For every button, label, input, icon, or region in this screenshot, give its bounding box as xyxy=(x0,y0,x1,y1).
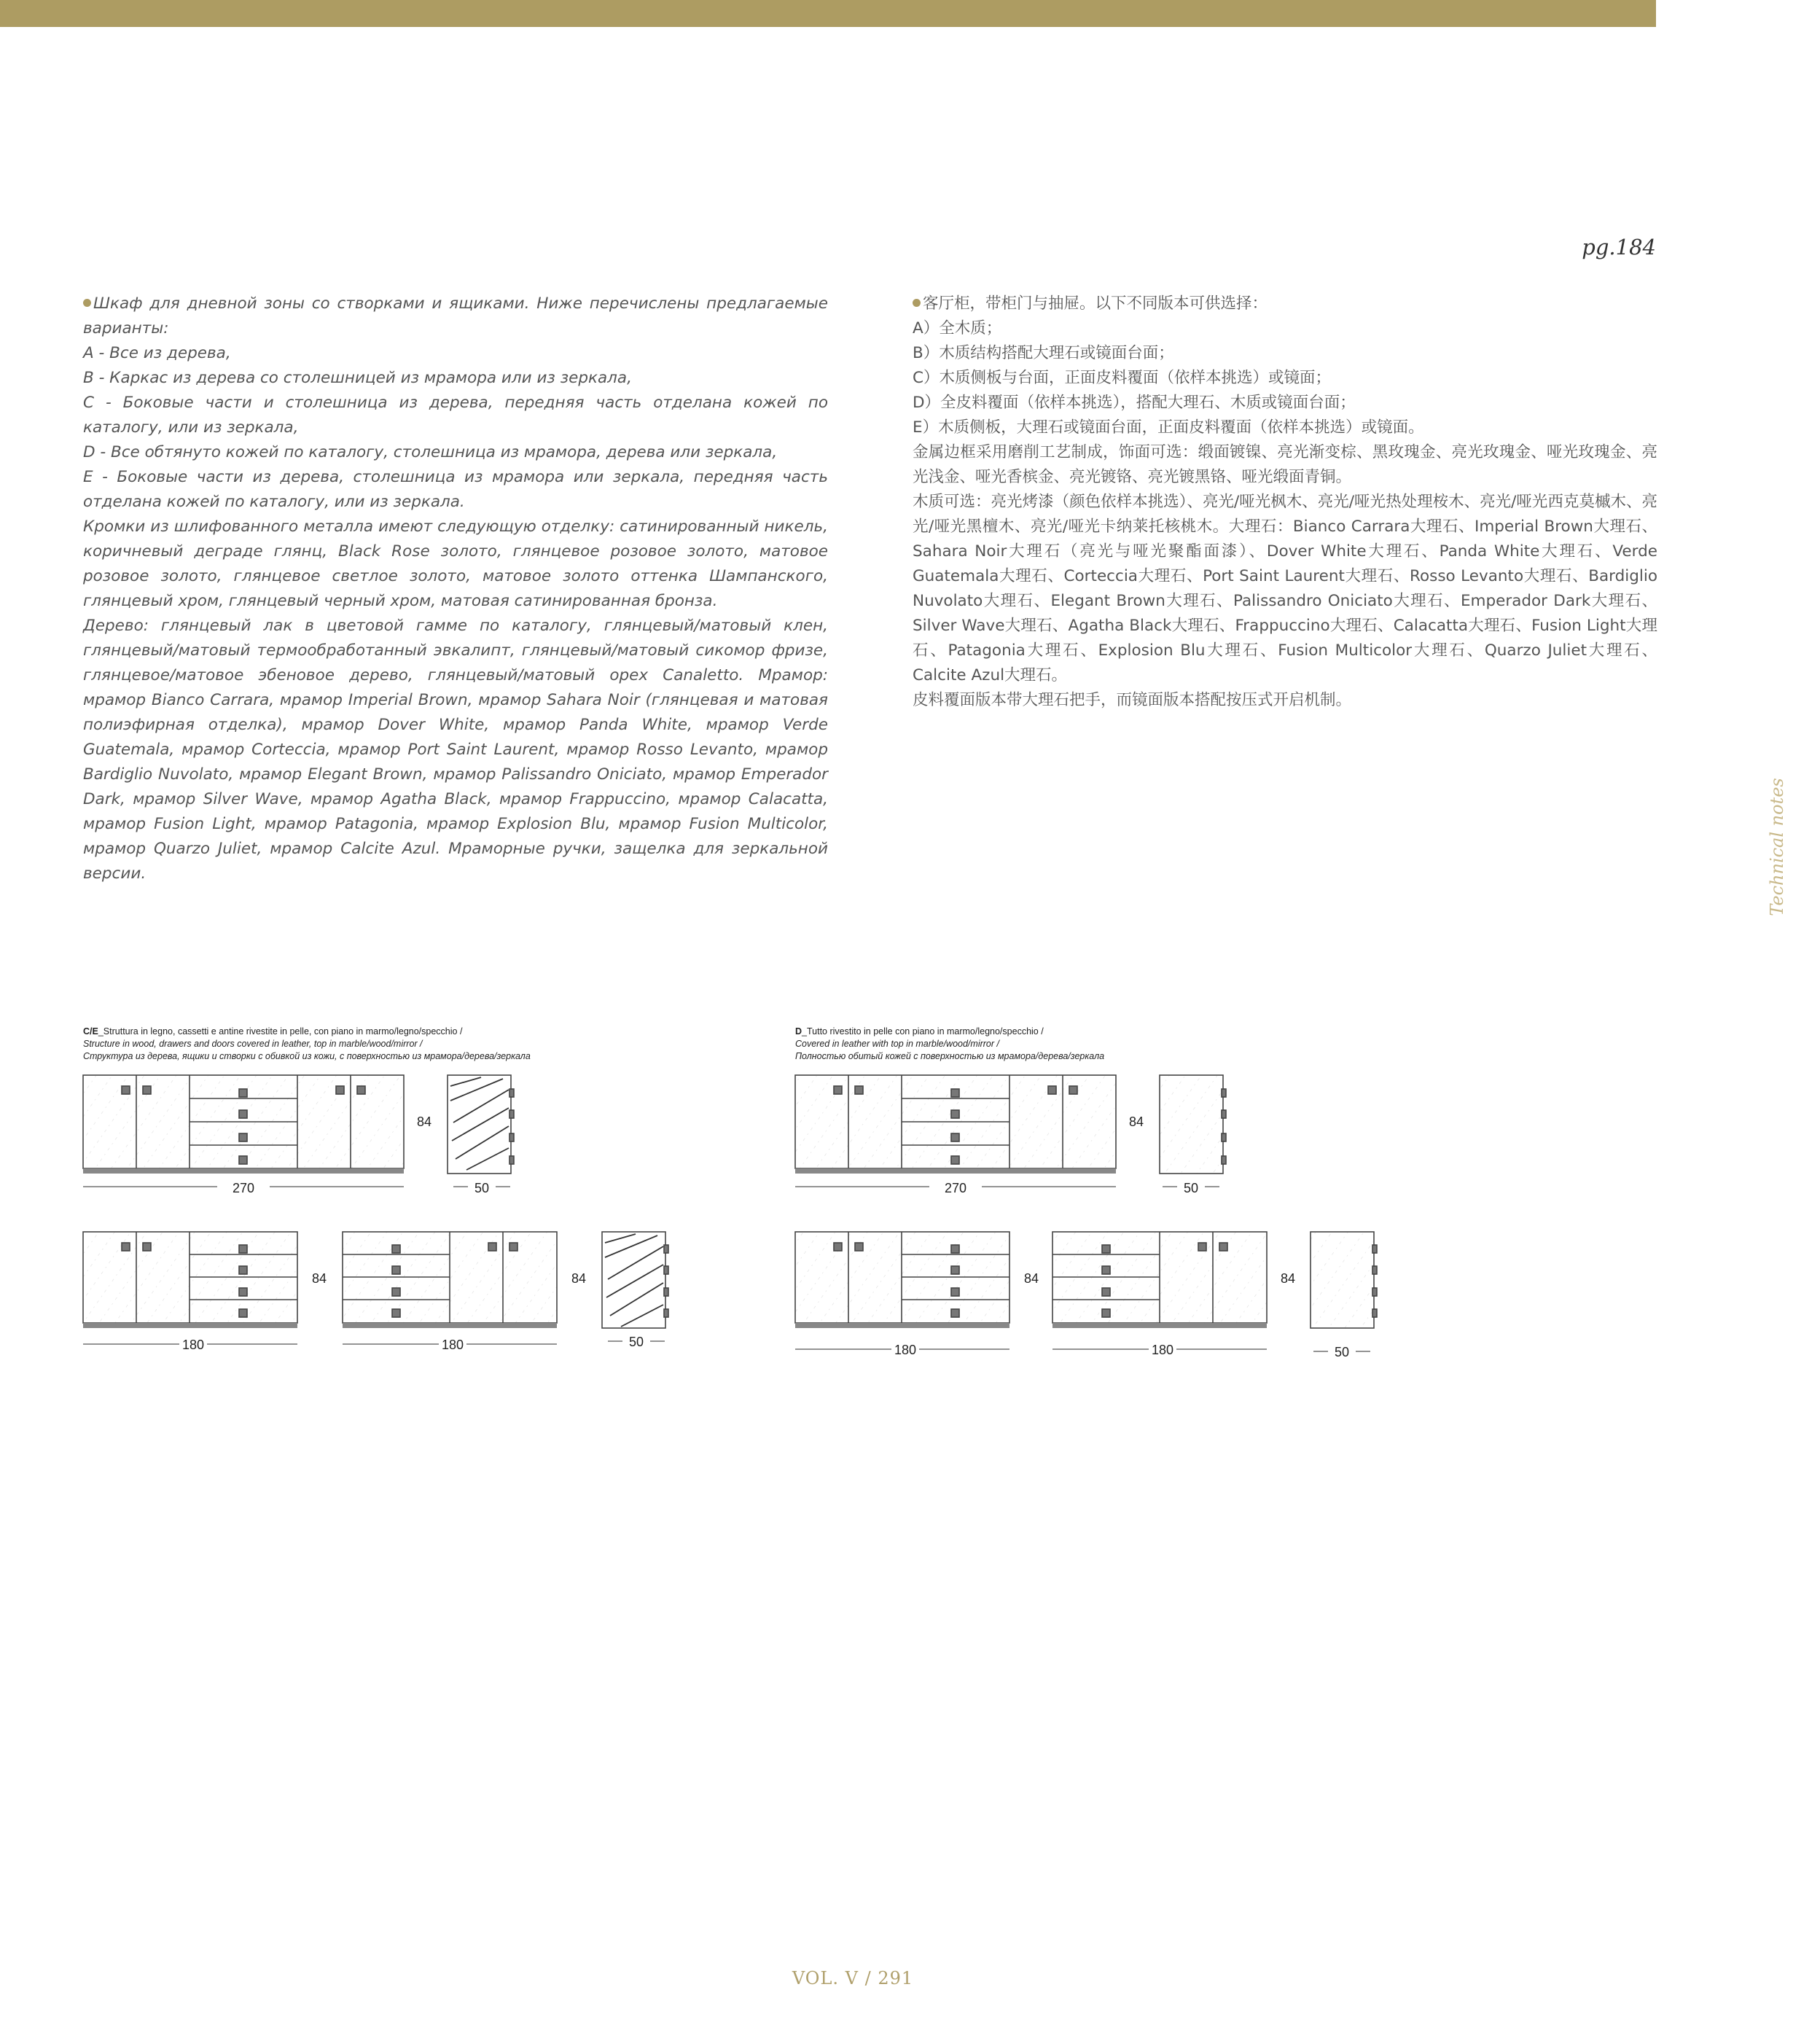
dimension-label-50: 50 xyxy=(474,1181,490,1195)
dimension-label-84: 84 xyxy=(571,1271,587,1286)
drawing-front-270-right xyxy=(795,1075,1116,1174)
ru-intro: Шкаф для дневной зоны со створками и ящиками. Ниже перечислены предлагаемые варианты: xyxy=(83,294,828,337)
caption-line-ru: Структура из дерева, ящики и створки с обивкой из кожи, с поверхностью из мрамора/дерева/зеркала xyxy=(83,1051,531,1061)
zh-handles: 皮料覆面版本带大理石把手，而镜面版本搭配按压式开启机制。 xyxy=(913,691,1352,709)
ru-option-c: C - Боковые части и столешница из дерева, передняя часть отделана кожей по каталогу, или из зеркала, xyxy=(83,394,828,437)
dimension-height-84-right-3 xyxy=(1281,1271,1295,1286)
zh-option-a: A）全木质； xyxy=(913,319,1002,337)
dimension-label-84: 84 xyxy=(311,1271,327,1286)
zh-metal-finishes: 金属边框采用磨削工艺制成，饰面可选：缎面镀镍、亮光渐变棕、黑玫瑰金、亮光玫瑰金、哑光玫瑰金、亮光浅金、哑光香槟金、亮光镀铬、亮光镀黑铬、哑光缎面青铜。 xyxy=(913,443,1657,486)
dimension-depth-50-left-2 xyxy=(608,1335,665,1349)
dimension-height-84-left-3 xyxy=(571,1271,586,1286)
dimension-label-84: 84 xyxy=(1128,1114,1144,1129)
dimension-width-180-left-a xyxy=(83,1338,297,1352)
zh-wood-marble: 木质可选：亮光烤漆（颜色依样本挑选）、亮光/哑光枫木、亮光/哑光热处理桉木、亮光/哑光西克莫槭木、亮光/哑光黑檀木、亮光/哑光卡纳莱托核桃木。大理石：Bianco Carrara大理石、Imperial Brown大理石、Sahara Noir大理石（亮光与哑光聚酯面漆）、Dover White大理石、Panda White大理石、Verde Guatemala大理石、Corteccia大理石、Port Saint Laurent大理石、Rosso Levanto大理石、Bardiglio Nuvolato大理石、Elegant Brown大理石、Palissandro Oniciato大理石、Emperador Dark大理石、Silver Wave大理石、Agatha Black大理石、Frappuccino大理石、Calacatta大理石、Fusion Light大理石、Patagonia大理石、Explosion Blu大理石、Fusion Multicolor大理石、Quarzo Juliet大理石、Calcite Azul大理石。 xyxy=(913,493,1657,684)
dimension-width-180-right-b xyxy=(1052,1343,1267,1357)
dimension-label-84: 84 xyxy=(1280,1271,1296,1286)
dimension-label-50: 50 xyxy=(1334,1345,1350,1359)
dimension-label-50: 50 xyxy=(1183,1181,1199,1195)
dimension-label-84: 84 xyxy=(416,1114,432,1129)
dimension-height-84-left-2 xyxy=(312,1271,327,1286)
drawing-front-180-left-b xyxy=(343,1232,557,1328)
caption-line-ru: Полностью обитый кожей с поверхностью из мрамора/дерева/зеркала xyxy=(795,1051,1105,1061)
dimension-label-180: 180 xyxy=(1151,1343,1174,1357)
dimension-depth-50-right-1 xyxy=(1163,1181,1219,1195)
dimension-label-180: 180 xyxy=(894,1343,917,1357)
drawing-front-180-left-a xyxy=(83,1232,297,1328)
dimension-width-270-left xyxy=(83,1181,404,1195)
caption-line-it: C/E_Struttura in legno, cassetti e antine rivestite in pelle, con piano in marmo/legno/specchio / xyxy=(83,1026,463,1037)
side-section-label: Technical notes xyxy=(1767,778,1787,916)
ru-option-d: D - Все обтянуто кожей по каталогу, столешница из мрамора, дерева или зеркала, xyxy=(83,443,778,461)
zh-intro: 客厅柜，带柜门与抽屉。以下不同版本可供选择： xyxy=(913,292,1657,316)
dimension-label-180: 180 xyxy=(441,1338,464,1352)
caption-line-it: D_Tutto rivestito in pelle con piano in marmo/legno/specchio / xyxy=(795,1026,1044,1037)
drawing-front-180-right-a xyxy=(795,1232,1009,1328)
drawing-side-leather-right-2 xyxy=(1311,1232,1377,1328)
dimension-label-180: 180 xyxy=(181,1338,205,1352)
footer-volume: VOL. V / 291 xyxy=(792,1968,914,1988)
dimension-width-180-left-b xyxy=(343,1338,557,1352)
ru-wood-marble: Дерево: глянцевый лак в цветовой гамме по каталогу, глянцевый/матовый клен, глянцевый/матовый термообработанный эвкалипт, глянцевый/матовый сикомор фризе, глянцевое/матовое эбеновое дерево, глянцевый/матовый орех Canaletto. Мрамор: мрамор Bianco Carrara, мрамор Imperial Brown, мрамор Sahara Noir (глянцевая и матовая полиэфирная отделка), мрамор Dover White, мрамор Panda White, мрамор Verde Guatemala, мрамор Corteccia, мрамор Port Saint Laurent, мрамор Rosso Levanto, мрамор Bardiglio Nuvolato, мрамор Elegant Brown, мрамор Palissandro Oniciato, мрамор Emperador Dark, мрамор Silver Wave, мрамор Agatha Black, мрамор Frappuccino, мрамор Calacatta, мрамор Fusion Light, мрамор Patagonia, мрамор Explosion Blu, мрамор Fusion Multicolor, мрамор Quarzo Juliet, мрамор Calcite Azul. Мраморные ручки, защелка для зеркальной версии. xyxy=(83,617,828,883)
ru-option-e: E - Боковые части из дерева, столешница из мрамора или зеркала, передняя часть отделана кожей по каталогу, или из зеркала. xyxy=(83,468,828,511)
dimension-width-270-right xyxy=(795,1181,1116,1195)
drawing-side-leather-right-1 xyxy=(1160,1075,1226,1174)
dimension-depth-50-left-1 xyxy=(453,1181,510,1195)
dimension-label-270: 270 xyxy=(944,1181,967,1195)
ru-option-a: A - Все из дерева, xyxy=(83,344,231,362)
ru-metal-finishes: Кромки из шлифованного металла имеют следующую отделку: сатинированный никель, коричневый деграде глянц, Black Rose золото, глянцевое розовое золото, матовое розовое золото, глянцевое светлое золото, матовое золото оттенка Шампанского, глянцевый хром, глянцевый черный хром, матовая сатинированная бронза. xyxy=(83,518,828,610)
dimension-label-50: 50 xyxy=(628,1335,644,1349)
zh-option-d: D）全皮料覆面（依样本挑选），搭配大理石、木质或镜面台面； xyxy=(913,394,1356,412)
drawing-front-270-left xyxy=(83,1075,404,1174)
caption-line-en: Covered in leather with top in marble/wood/mirror / xyxy=(795,1039,999,1049)
dimension-height-84-right-2 xyxy=(1024,1271,1039,1286)
dimension-width-180-right-a xyxy=(795,1343,1009,1357)
dimension-height-84-right-1 xyxy=(1129,1114,1144,1129)
zh-option-b: B）木质结构搭配大理石或镜面台面； xyxy=(913,344,1174,362)
caption-line-en: Structure in wood, drawers and doors covered in leather, top in marble/wood/mirror / xyxy=(83,1039,423,1049)
drawing-side-mirror-left-1 xyxy=(448,1075,514,1174)
zh-option-c: C）木质侧板与台面，正面皮料覆面（依样本挑选）或镜面； xyxy=(913,369,1332,387)
dimension-height-84-left-1 xyxy=(417,1114,431,1129)
page-number: pg.184 xyxy=(1582,235,1656,259)
drawing-front-180-right-b xyxy=(1052,1232,1267,1328)
dimension-label-84: 84 xyxy=(1023,1271,1039,1286)
zh-option-e: E）木质侧板，大理石或镜面台面，正面皮料覆面（依样本挑选）或镜面。 xyxy=(913,418,1424,437)
dimension-depth-50-right-2 xyxy=(1313,1345,1370,1359)
ru-option-b: B - Каркас из дерева со столешницей из мрамора или из зеркала, xyxy=(83,369,632,387)
dimension-label-270: 270 xyxy=(232,1181,255,1195)
drawing-side-mirror-left-2 xyxy=(602,1232,668,1328)
